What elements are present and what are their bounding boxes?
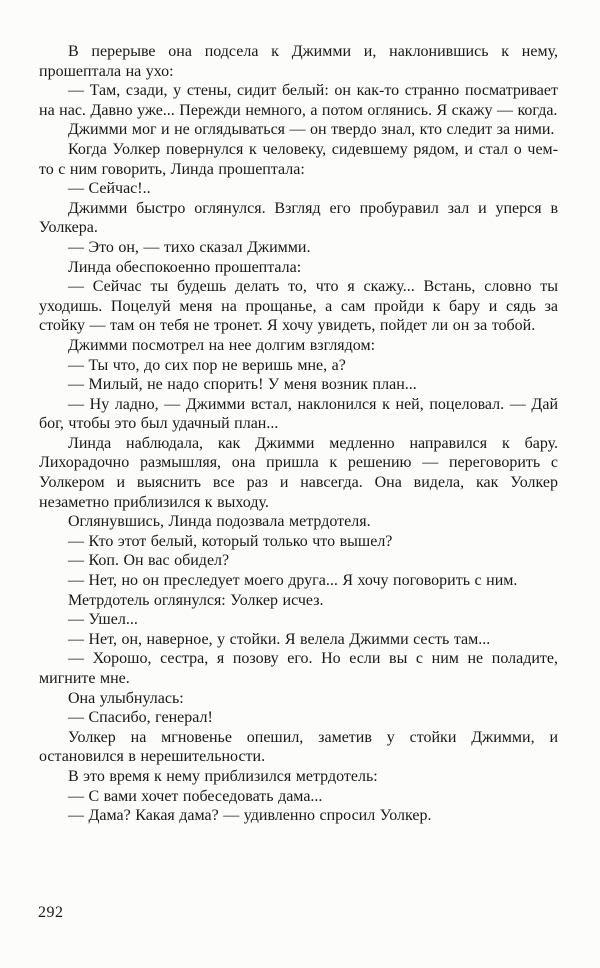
paragraph: — Это он, — тихо сказал Джимми. (68, 238, 311, 256)
paragraph: — Милый, не надо спорить! У меня возник план... (68, 376, 417, 394)
paragraph: Линда обеспокоенно прошептала: (68, 258, 302, 276)
paragraph: Метрдотель оглянулся: Уолкер исчез. (68, 591, 324, 609)
paragraph: — Там, сзади, у стены, сидит белый: он как-то странно посматривает на нас. Давно уже... Пережди немного, а потом оглянись. Я скажу — когда. (39, 82, 558, 119)
paragraph: — Ну ладно, — Джимми встал, наклонился к ней, поцеловал. — Дай бог, чтобы это был удачный план... (39, 395, 558, 433)
page-text (39, 42, 558, 826)
paragraph: Она улыбнулась: (68, 689, 184, 707)
paragraph: — Нет, он, наверное, у стойки. Я велела Джимми сесть там... (68, 630, 491, 648)
paragraph: Джимми быстро оглянулся. Взгляд его пробуравил зал и уперся в Уолкера. (39, 199, 558, 237)
paragraph: — С вами хочет побеседовать дама... (68, 787, 323, 805)
paragraph: — Нет, но он преследует моего друга... Я хочу поговорить с ним. (68, 572, 518, 590)
paragraph: В перерыве она подсела к Джимми и, наклонившись к нему, прошептала на ухо: (39, 43, 558, 80)
paragraph: Линда наблюдала, как Джимми медленно направился к бару. Лихорадочно размышляя, она пришла к решению — переговорить с Уолкером и выяснить все раз и навсегда. Она видела, как Уолкер незаметно приблизился к выходу. (39, 434, 558, 511)
paragraph: Уолкер на мгновенье опешил, заметив у стойки Джимми, и остановился в нерешительности. (39, 728, 558, 766)
paragraph: Джимми посмотрел на нее долгим взглядом: (68, 336, 376, 354)
paragraph: — Ты что, до сих пор не веришь мне, а? (68, 356, 346, 374)
paragraph: — Коп. Он вас обидел? (68, 552, 230, 570)
paragraph: — Сейчас ты будешь делать то, что я скажу... Встань, словно ты уходишь. Поцелуй меня на прощанье, а сам пройди к бару и сядь за стойку — там он тебя не тронет. Я хочу увидеть, пойдет ли он за тобой. (39, 278, 558, 335)
page-number: 292 (38, 904, 64, 921)
paragraph: — Ушел... (68, 611, 138, 629)
paragraph: — Спасибо, генерал! (68, 709, 213, 727)
paragraph: — Кто этот белый, который только что вышел? (68, 532, 393, 550)
paragraph: Оглянувшись, Линда подозвала метрдотеля. (68, 513, 371, 531)
paragraph: — Хорошо, сестра, я позову его. Но если вы с ним не поладите, мигните мне. (39, 650, 558, 687)
paragraph: В это время к нему приблизился метрдотель: (68, 767, 378, 785)
paragraph: Джимми мог и не оглядываться — он твердо знал, кто следит за ними. (68, 121, 555, 139)
paragraph: — Сейчас!.. (68, 180, 151, 198)
paragraph: Когда Уолкер повернулся к человеку, сидевшему рядом, и стал о чем-то с ним говорить, Линда прошептала: (39, 140, 558, 178)
paragraph: — Дама? Какая дама? — удивленно спросил Уолкер. (68, 807, 432, 825)
